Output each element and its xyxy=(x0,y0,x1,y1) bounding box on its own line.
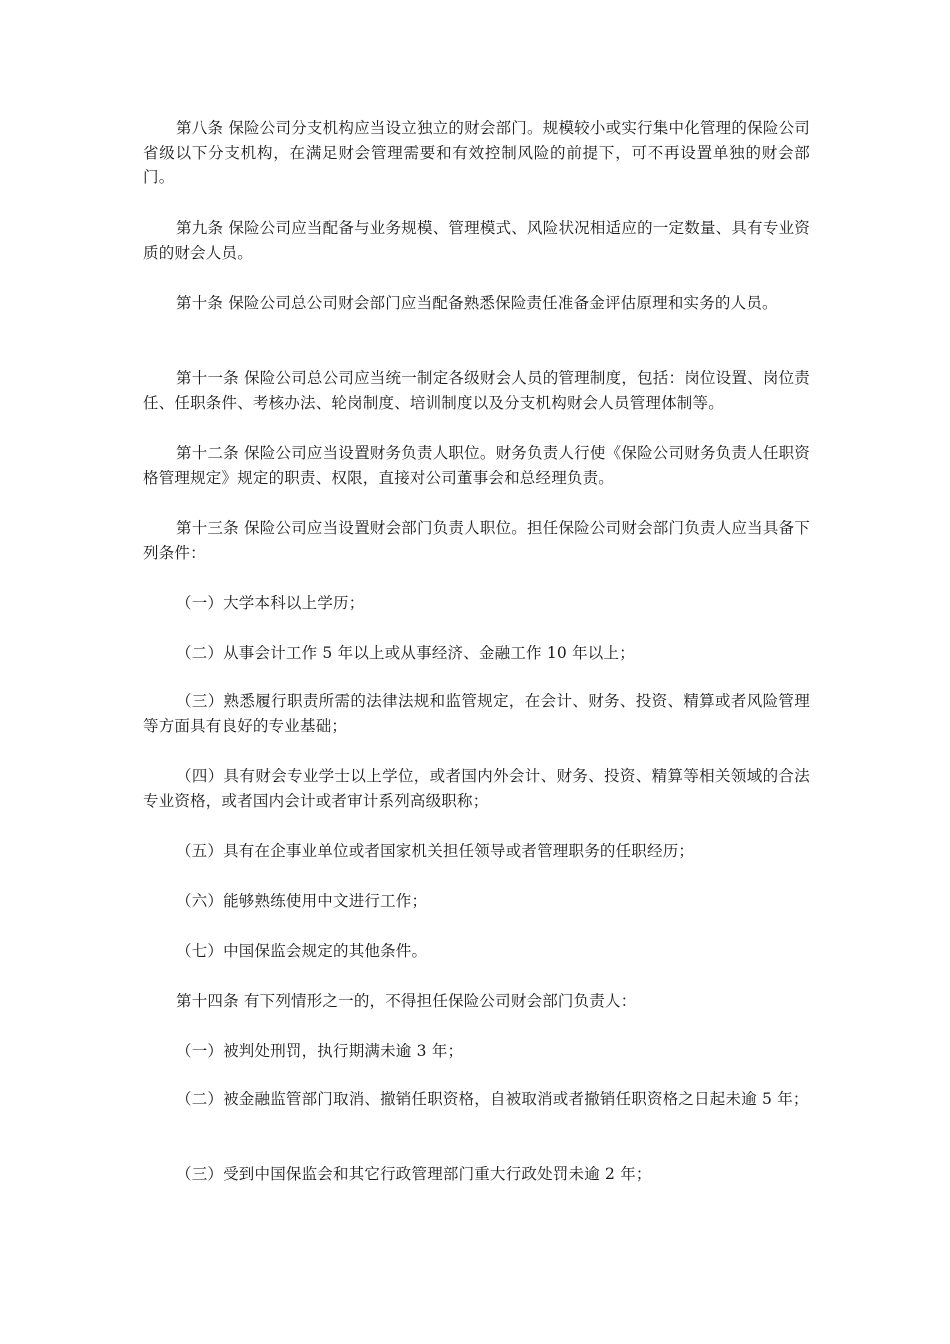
article-13-item-5: （五）具有在企事业单位或者国家机关担任领导或者管理职务的任职经历； xyxy=(176,842,695,860)
article-13-item-3: （三）熟悉履行职责所需的法律法规和监管规定，在会计、财务、投资、精算或者风险管理等方面具有良好的专业基础； xyxy=(143,692,810,735)
article-13-item-1: （一）大学本科以上学历； xyxy=(176,594,365,612)
article-10-paragraph: 第十条 保险公司总公司财会部门应当配备熟悉保险责任准备金评估原理和实务的人员。 xyxy=(176,294,778,312)
article-13-item-7: （七）中国保监会规定的其他条件。 xyxy=(176,942,428,960)
article-12-paragraph: 第十二条 保险公司应当设置财务负责人职位。财务负责人行使《保险公司财务负责人任职资格管理规定》规定的职责、权限，直接对公司董事会和总经理负责。 xyxy=(143,444,810,487)
article-11-paragraph: 第十一条 保险公司总公司应当统一制定各级财会人员的管理制度，包括：岗位设置、岗位责任、任职条件、考核办法、轮岗制度、培训制度以及分支机构财会人员管理体制等。 xyxy=(143,369,810,412)
article-9-paragraph: 第九条 保险公司应当配备与业务规模、管理模式、风险状况相适应的一定数量、具有专业资质的财会人员。 xyxy=(143,219,810,262)
article-14-item-3: （三）受到中国保监会和其它行政管理部门重大行政处罚未逾 2 年； xyxy=(176,1165,652,1183)
article-8-paragraph: 第八条 保险公司分支机构应当设立独立的财会部门。规模较小或实行集中化管理的保险公司省级以下分支机构，在满足财会管理需要和有效控制风险的前提下，可不再设置单独的财会部门。 xyxy=(143,119,810,186)
article-14-item-1: （一）被判处刑罚，执行期满未逾 3 年； xyxy=(176,1042,464,1060)
article-13-item-4: （四）具有财会专业学士以上学位，或者国内外会计、财务、投资、精算等相关领域的合法专业资格，或者国内会计或者审计系列高级职称； xyxy=(143,767,810,810)
article-14-paragraph: 第十四条 有下列情形之一的，不得担任保险公司财会部门负责人： xyxy=(176,992,637,1010)
article-13-paragraph: 第十三条 保险公司应当设置财会部门负责人职位。担任保险公司财会部门负责人应当具备下列条件： xyxy=(143,519,810,562)
article-14-item-2: （二）被金融监管部门取消、撤销任职资格，自被取消或者撤销任职资格之日起未逾 5 年； xyxy=(176,1090,809,1108)
article-13-item-6: （六）能够熟练使用中文进行工作； xyxy=(176,892,428,910)
article-13-item-2: （二）从事会计工作 5 年以上或从事经济、金融工作 10 年以上； xyxy=(176,644,635,662)
